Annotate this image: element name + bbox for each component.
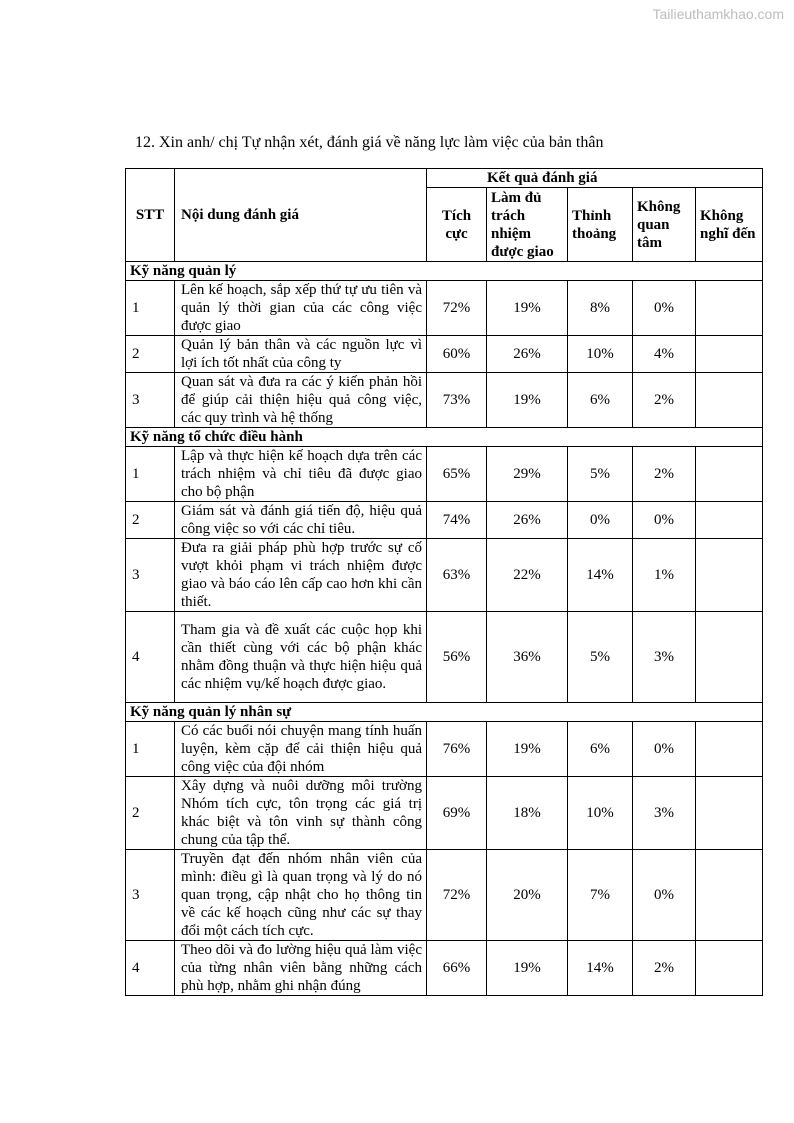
header-thinh-thoang: Thỉnh thoảng bbox=[568, 188, 633, 262]
row-stt: 3 bbox=[126, 539, 175, 612]
row-content: Tham gia và đề xuất các cuộc họp khi cần thiết cùng với các bộ phận khác nhằm đồng thuận và thực hiện hiệu quả các nhiệm vụ/kế hoạch được giao. bbox=[175, 612, 427, 703]
cell-khong-quan-tam: 2% bbox=[633, 373, 696, 428]
table-body bbox=[126, 262, 763, 996]
cell-tich-cuc: 60% bbox=[427, 336, 487, 373]
row-stt: 3 bbox=[126, 850, 175, 941]
cell-khong-nghi-den bbox=[696, 777, 763, 850]
cell-lam-du: 18% bbox=[487, 777, 568, 850]
row-stt: 2 bbox=[126, 777, 175, 850]
cell-tich-cuc: 73% bbox=[427, 373, 487, 428]
cell-thinh-thoang: 14% bbox=[568, 539, 633, 612]
table-row bbox=[126, 502, 763, 539]
cell-tich-cuc: 74% bbox=[427, 502, 487, 539]
cell-khong-quan-tam: 0% bbox=[633, 502, 696, 539]
row-stt: 2 bbox=[126, 502, 175, 539]
cell-lam-du: 36% bbox=[487, 612, 568, 703]
cell-lam-du: 19% bbox=[487, 281, 568, 336]
header-stt: STT bbox=[126, 169, 175, 262]
cell-khong-nghi-den bbox=[696, 502, 763, 539]
cell-lam-du: 26% bbox=[487, 336, 568, 373]
cell-tich-cuc: 72% bbox=[427, 850, 487, 941]
cell-khong-nghi-den bbox=[696, 612, 763, 703]
row-content: Truyền đạt đến nhóm nhân viên của mình: điều gì là quan trọng và lý do nó quan trọng, cập nhật cho họ thông tin về các kế hoạch cũng như các sự thay đổi một cách tích cực. bbox=[175, 850, 427, 941]
cell-thinh-thoang: 0% bbox=[568, 502, 633, 539]
section-row bbox=[126, 262, 763, 281]
cell-khong-quan-tam: 3% bbox=[633, 612, 696, 703]
watermark-text: Tailieuthamkhao.com bbox=[652, 6, 784, 22]
section-title: Kỹ năng tổ chức điều hành bbox=[126, 428, 763, 447]
evaluation-table bbox=[125, 168, 763, 996]
cell-khong-quan-tam: 2% bbox=[633, 941, 696, 996]
cell-lam-du: 19% bbox=[487, 722, 568, 777]
cell-khong-quan-tam: 1% bbox=[633, 539, 696, 612]
cell-tich-cuc: 56% bbox=[427, 612, 487, 703]
row-content: Theo dõi và đo lường hiệu quả làm việc của từng nhân viên bằng những cách phù hợp, nhằm ghi nhận đúng bbox=[175, 941, 427, 996]
cell-khong-nghi-den bbox=[696, 722, 763, 777]
cell-lam-du: 19% bbox=[487, 941, 568, 996]
row-stt: 4 bbox=[126, 941, 175, 996]
table-row bbox=[126, 336, 763, 373]
table-row bbox=[126, 373, 763, 428]
row-content: Lập và thực hiện kế hoạch dựa trên các trách nhiệm và chỉ tiêu đã được giao cho bộ phận bbox=[175, 447, 427, 502]
cell-lam-du: 20% bbox=[487, 850, 568, 941]
table-row bbox=[126, 612, 763, 703]
cell-tich-cuc: 72% bbox=[427, 281, 487, 336]
row-stt: 3 bbox=[126, 373, 175, 428]
cell-khong-quan-tam: 2% bbox=[633, 447, 696, 502]
row-content: Lên kế hoạch, sắp xếp thứ tự ưu tiên và quản lý thời gian của các công việc được giao bbox=[175, 281, 427, 336]
cell-khong-quan-tam: 4% bbox=[633, 336, 696, 373]
cell-lam-du: 26% bbox=[487, 502, 568, 539]
table-row bbox=[126, 722, 763, 777]
cell-thinh-thoang: 14% bbox=[568, 941, 633, 996]
cell-lam-du: 22% bbox=[487, 539, 568, 612]
header-result-group: Kết quả đánh giá bbox=[427, 169, 763, 188]
row-stt: 2 bbox=[126, 336, 175, 373]
cell-thinh-thoang: 10% bbox=[568, 336, 633, 373]
section-title: Kỹ năng quản lý bbox=[126, 262, 763, 281]
section-title: Kỹ năng quản lý nhân sự bbox=[126, 703, 763, 722]
table-row bbox=[126, 447, 763, 502]
row-stt: 1 bbox=[126, 281, 175, 336]
header-lam-du-trach-nhiem: Làm đủ trách nhiệm được giao bbox=[487, 188, 568, 262]
cell-thinh-thoang: 6% bbox=[568, 373, 633, 428]
cell-thinh-thoang: 7% bbox=[568, 850, 633, 941]
cell-thinh-thoang: 5% bbox=[568, 612, 633, 703]
table-row bbox=[126, 941, 763, 996]
header-tich-cuc: Tích cực bbox=[427, 188, 487, 262]
cell-khong-nghi-den bbox=[696, 941, 763, 996]
cell-tich-cuc: 66% bbox=[427, 941, 487, 996]
row-content: Đưa ra giải pháp phù hợp trước sự cố vượt khỏi phạm vi trách nhiệm được giao và báo cáo lên cấp cao hơn khi cần thiết. bbox=[175, 539, 427, 612]
cell-lam-du: 29% bbox=[487, 447, 568, 502]
cell-tich-cuc: 65% bbox=[427, 447, 487, 502]
cell-tich-cuc: 63% bbox=[427, 539, 487, 612]
cell-khong-quan-tam: 3% bbox=[633, 777, 696, 850]
cell-khong-nghi-den bbox=[696, 447, 763, 502]
cell-khong-nghi-den bbox=[696, 850, 763, 941]
cell-khong-nghi-den bbox=[696, 373, 763, 428]
row-content: Có các buổi nói chuyện mang tính huấn luyện, kèm cặp để cải thiện hiệu quả công việc của đội nhóm bbox=[175, 722, 427, 777]
table-row bbox=[126, 777, 763, 850]
table-row bbox=[126, 850, 763, 941]
cell-thinh-thoang: 6% bbox=[568, 722, 633, 777]
cell-khong-quan-tam: 0% bbox=[633, 281, 696, 336]
cell-khong-quan-tam: 0% bbox=[633, 722, 696, 777]
row-content: Giám sát và đánh giá tiến độ, hiệu quả công việc so với các chỉ tiêu. bbox=[175, 502, 427, 539]
header-khong-quan-tam: Không quan tâm bbox=[633, 188, 696, 262]
cell-thinh-thoang: 10% bbox=[568, 777, 633, 850]
row-content: Xây dựng và nuôi dưỡng môi trường Nhóm tích cực, tôn trọng các giá trị khác biệt và tôn vinh sự thành công chung của tập thể. bbox=[175, 777, 427, 850]
cell-tich-cuc: 69% bbox=[427, 777, 487, 850]
row-content: Quan sát và đưa ra các ý kiến phản hồi để giúp cải thiện hiệu quả công việc, các quy trình và hệ thống bbox=[175, 373, 427, 428]
cell-tich-cuc: 76% bbox=[427, 722, 487, 777]
row-stt: 1 bbox=[126, 722, 175, 777]
cell-khong-nghi-den bbox=[696, 281, 763, 336]
header-row-group bbox=[126, 169, 763, 188]
question-heading: 12. Xin anh/ chị Tự nhận xét, đánh giá về năng lực làm việc của bản thân bbox=[135, 134, 604, 151]
table-row bbox=[126, 539, 763, 612]
header-content: Nội dung đánh giá bbox=[175, 169, 427, 262]
cell-khong-quan-tam: 0% bbox=[633, 850, 696, 941]
cell-khong-nghi-den bbox=[696, 336, 763, 373]
header-khong-nghi-den: Không nghĩ đến bbox=[696, 188, 763, 262]
cell-thinh-thoang: 8% bbox=[568, 281, 633, 336]
row-stt: 4 bbox=[126, 612, 175, 703]
row-stt: 1 bbox=[126, 447, 175, 502]
section-row bbox=[126, 703, 763, 722]
cell-thinh-thoang: 5% bbox=[568, 447, 633, 502]
cell-lam-du: 19% bbox=[487, 373, 568, 428]
row-content: Quản lý bản thân và các nguồn lực vì lợi ích tốt nhất của công ty bbox=[175, 336, 427, 373]
section-row bbox=[126, 428, 763, 447]
cell-khong-nghi-den bbox=[696, 539, 763, 612]
table-row bbox=[126, 281, 763, 336]
